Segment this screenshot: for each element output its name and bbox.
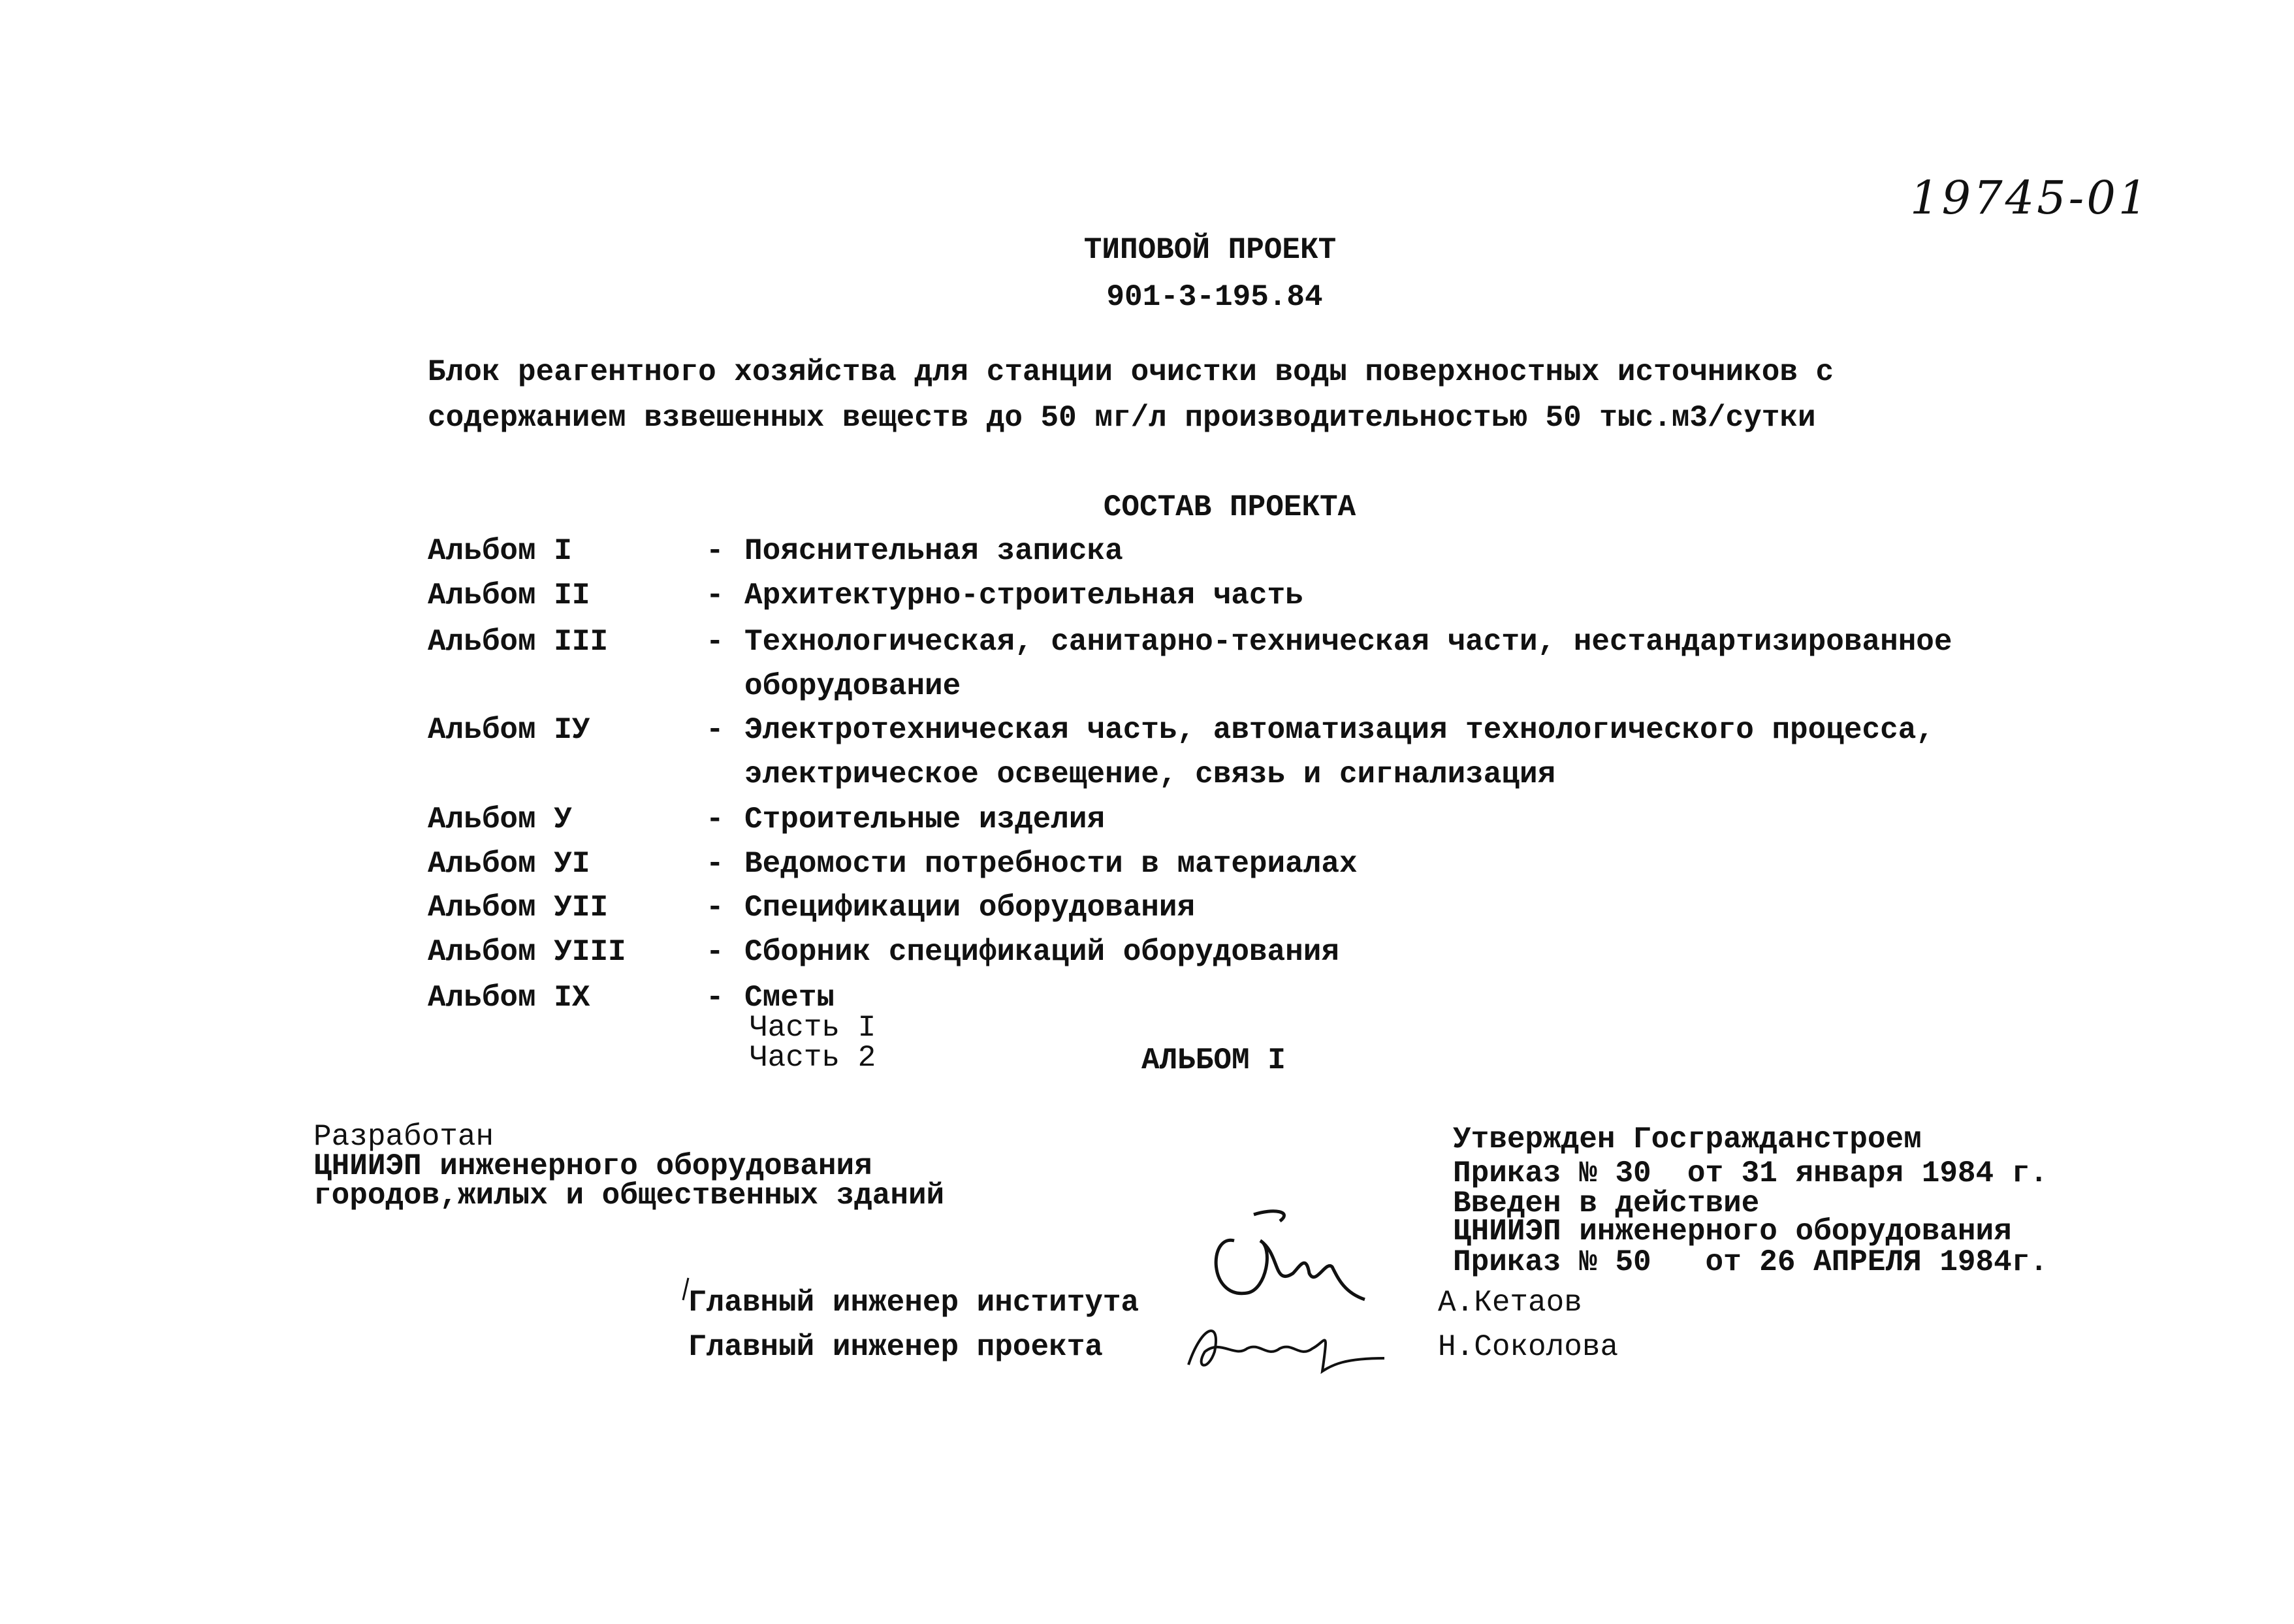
signature-role: Главный инженер проекта bbox=[688, 1330, 1103, 1364]
album-dash: - bbox=[706, 625, 724, 659]
album-dash: - bbox=[706, 803, 724, 836]
pen-mark bbox=[679, 1277, 692, 1303]
project-code: 901-3-195.84 bbox=[1106, 280, 1323, 314]
album-label: Альбом III bbox=[428, 625, 609, 659]
signature-role: Главный инженер института bbox=[688, 1286, 1139, 1320]
approval-line: Утвержден Госгражданстроем bbox=[1453, 1122, 1922, 1156]
album-label: Альбом I bbox=[428, 534, 572, 568]
album-text: Ведомости потребности в материалах bbox=[744, 847, 1358, 881]
album-dash: - bbox=[706, 935, 724, 969]
project-type: ТИПОВОЙ ПРОЕКТ bbox=[1083, 233, 1337, 267]
album-label: Альбом У bbox=[428, 803, 572, 836]
approval-line: Введен в действие bbox=[1453, 1186, 1760, 1220]
album-label: Альбом IУ bbox=[428, 713, 590, 747]
album-text-cont: электрическое освещение, связь и сигнализация bbox=[744, 757, 1556, 791]
album-text: Электротехническая часть, автоматизация технологического процесса, bbox=[744, 713, 1934, 747]
album-dash: - bbox=[706, 534, 724, 568]
album-text: Строительные изделия bbox=[744, 803, 1106, 836]
album-dash: - bbox=[706, 891, 724, 925]
developer-line: Разработан bbox=[313, 1120, 494, 1154]
album-dash: - bbox=[706, 713, 724, 747]
album-text: Сметы bbox=[744, 981, 835, 1015]
part-2: Часть 2 bbox=[750, 1041, 876, 1075]
album-text: Технологическая, санитарно-техническая части, нестандартизированное bbox=[744, 625, 1952, 659]
album-text: Спецификации оборудования bbox=[744, 891, 1196, 925]
approval-line: Приказ № 30 от 31 января 1984 г. bbox=[1453, 1156, 2048, 1190]
developer-line: городов,жилых и общественных зданий bbox=[313, 1179, 945, 1213]
album-dash: - bbox=[706, 579, 724, 613]
title-line-2: содержанием взвешенных веществ до 50 мг/л производительностью 50 тыс.м3/сутки bbox=[428, 401, 1816, 435]
approval-line: ЦНИИЭП инженерного оборудования bbox=[1453, 1215, 2012, 1249]
approval-line: Приказ № 50 от 26 АПРЕЛЯ 1984г. bbox=[1453, 1245, 2048, 1279]
album-label: Альбом УI bbox=[428, 847, 590, 881]
current-album: АЛЬБОМ I bbox=[1141, 1043, 1286, 1077]
album-label: Альбом УIII bbox=[428, 935, 626, 969]
album-text: Пояснительная записка bbox=[744, 534, 1123, 568]
album-text: Архитектурно-строительная часть bbox=[744, 579, 1303, 613]
title-line-1: Блок реагентного хозяйства для станции очистки воды поверхностных источников с bbox=[428, 355, 1834, 389]
album-label: Альбом II bbox=[428, 579, 590, 613]
album-label: Альбом УII bbox=[428, 891, 609, 925]
contents-heading: СОСТАВ ПРОЕКТА bbox=[1103, 490, 1356, 524]
document-number: 19745-01 bbox=[1910, 171, 2150, 225]
developer-line: ЦНИИЭП инженерного оборудования bbox=[313, 1149, 872, 1183]
album-dash: - bbox=[706, 981, 724, 1015]
album-text-cont: оборудование bbox=[744, 669, 961, 703]
album-text: Сборник спецификаций оборудования bbox=[744, 935, 1339, 969]
handwritten-signature-2 bbox=[1175, 1313, 1391, 1384]
album-dash: - bbox=[706, 847, 724, 881]
album-label: Альбом IX bbox=[428, 981, 590, 1015]
signature-name: Н.Соколова bbox=[1438, 1330, 1619, 1364]
signature-name: А.Кетаов bbox=[1438, 1286, 1582, 1320]
part-1: Часть I bbox=[750, 1011, 876, 1045]
